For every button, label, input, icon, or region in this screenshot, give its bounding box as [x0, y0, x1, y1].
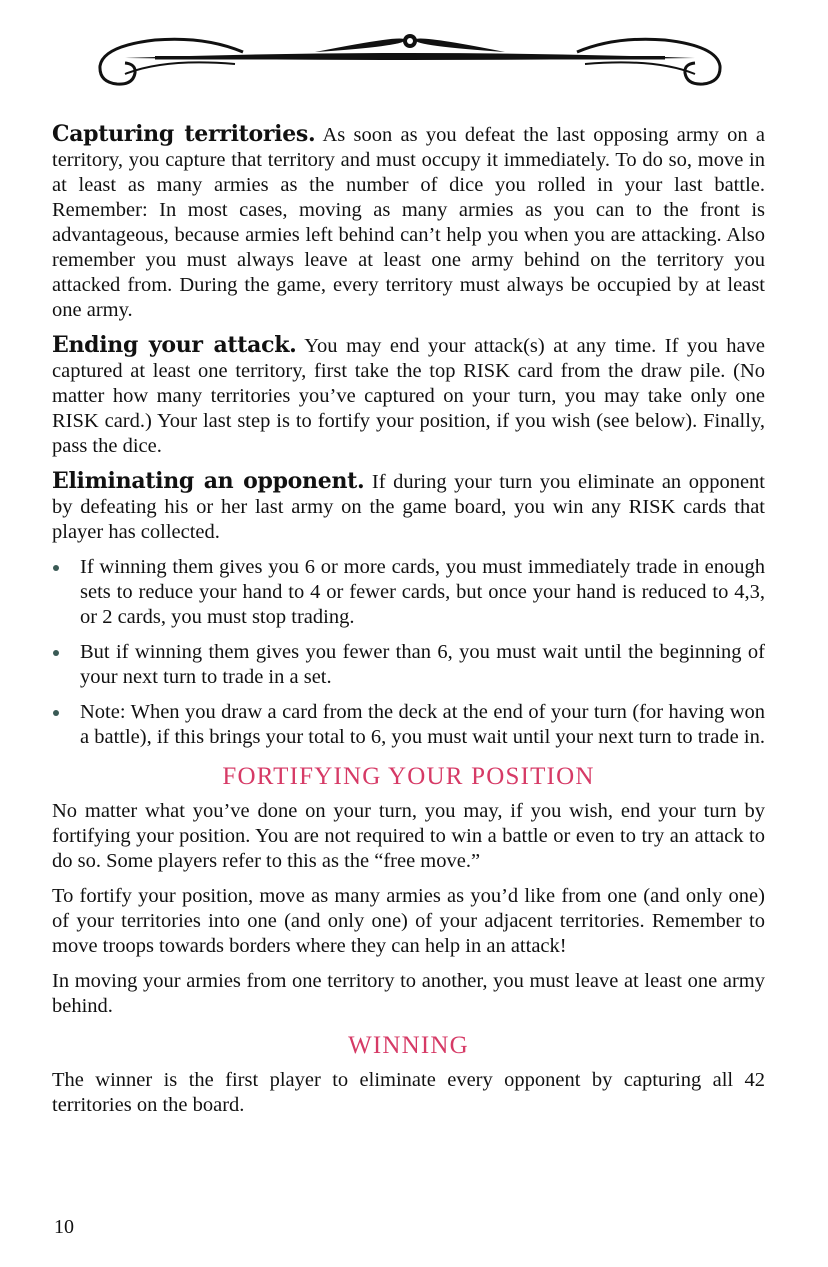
fortifying-paragraph: No matter what you’ve done on your turn, you may, if you wish, end your turn by fortifying your position. You are not required to win a battle or even to try an attack to do so. Some players refer to this as the “free move.”	[52, 800, 765, 872]
bullet-icon	[53, 650, 59, 656]
winning-heading: WINNING	[348, 1032, 469, 1059]
decorative-flourish-header	[85, 28, 735, 90]
list-item	[52, 640, 765, 690]
capturing-territories-title: Capturing territories.	[52, 121, 316, 147]
eliminating-opponent-title: Eliminating an opponent.	[52, 468, 365, 494]
eliminating-opponent-paragraph	[52, 469, 765, 545]
eliminating-opponent-bullets	[52, 555, 765, 750]
bullet-text: Note: When you draw a card from the deck at the end of your turn (for having won a battle), if this brings your total to 6, you must wait until your next turn to trade in.	[80, 701, 765, 748]
ending-attack-title: Ending your attack.	[52, 332, 297, 358]
rules-content	[52, 122, 765, 1128]
page-number: 10	[54, 1216, 74, 1238]
list-item	[52, 555, 765, 630]
bullet-icon	[53, 710, 59, 716]
fortifying-paragraph: To fortify your position, move as many armies as you’d like from one (and only one) of your territories into one (and only one) of your adjacent territories. Remember to move troops towards borders where they can help in an attack!	[52, 885, 765, 957]
bullet-text: If winning them gives you 6 or more cards, you must immediately trade in enough sets to reduce your hand to 4 or fewer cards, but once your hand is reduced to 4,3, or 2 cards, you must stop trading.	[80, 556, 765, 628]
capturing-territories-body: As soon as you defeat the last opposing army on a territory, you capture that territory and must occupy it immediately. To do so, move in at least as many armies as the number of dice you rolled in your last battle. Remember: In most cases, moving as many armies as you can to the front is advantageous, because armies left behind can’t help you when you are attacking. Also remember you must always leave at least one army behind on the territory you attacked from. During the game, every territory must always be occupied by at least one army.	[52, 124, 765, 321]
fortifying-paragraph: In moving your armies from one territory to another, you must leave at least one army behind.	[52, 970, 765, 1017]
bullet-icon	[53, 565, 59, 571]
ending-attack-paragraph	[52, 333, 765, 459]
fortifying-heading: FORTIFYING YOUR POSITION	[222, 763, 595, 790]
list-item	[52, 700, 765, 750]
winning-paragraph: The winner is the first player to eliminate every opponent by capturing all 42 territories on the board.	[52, 1069, 765, 1116]
eliminating-opponent-body: If during your turn you eliminate an opponent by defeating his or her last army on the game board, you win any RISK cards that player has collected.	[52, 471, 765, 543]
capturing-territories-paragraph	[52, 122, 765, 323]
bullet-text: But if winning them gives you fewer than 6, you must wait until the beginning of your next turn to trade in a set.	[80, 641, 765, 688]
ending-attack-body: You may end your attack(s) at any time. If you have captured at least one territory, first take the top RISK card from the draw pile. (No matter how many territories you’ve captured on your turn, you may take only one RISK card.) Your last step is to fortify your position, if you wish (see below). Finally, pass the dice.	[52, 335, 765, 457]
